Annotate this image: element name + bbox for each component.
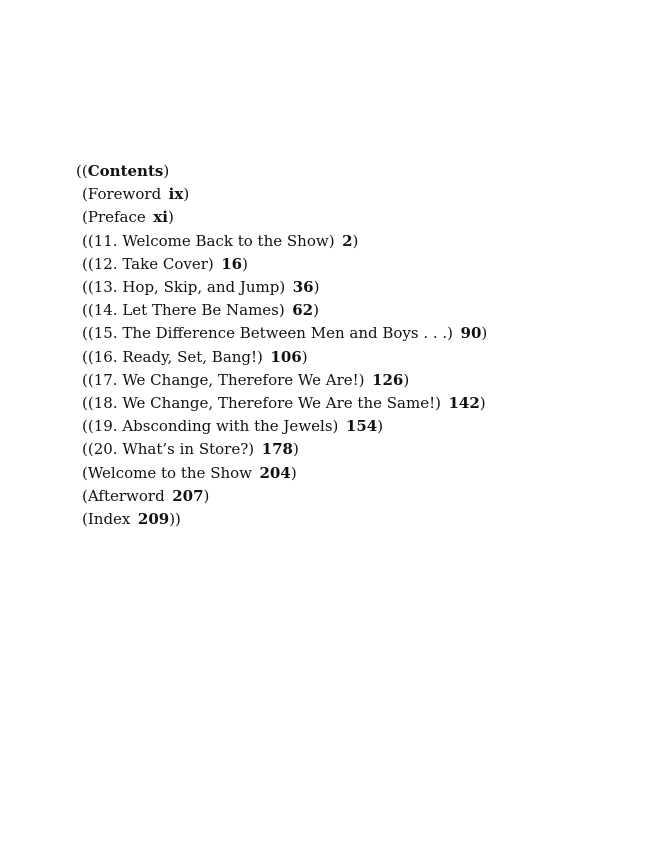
toc-entry-label: 18. We Change, Therefore We Are the Same!): [93, 394, 441, 413]
toc-entry: [76, 276, 487, 299]
table-of-contents: [76, 160, 487, 531]
toc-entry-open: ((: [82, 417, 94, 436]
toc-entry-close: ): [183, 185, 190, 204]
toc-entry-label: 19. Absconding with the Jewels): [93, 417, 339, 436]
toc-entry: [76, 392, 487, 415]
toc-entry-label: 11. Welcome Back to the Show): [93, 231, 335, 250]
toc-entry-open: ((: [82, 370, 94, 389]
toc-entry-close: ): [481, 324, 488, 343]
toc-entry-page-number: 154: [345, 417, 378, 436]
toc-entry-label: 13. Hop, Skip, and Jump): [93, 278, 286, 297]
toc-entry-label: 20. What’s in Store?): [93, 440, 255, 459]
toc-entry-page-number: 90: [460, 324, 482, 343]
toc-entry-page-number: 36: [292, 278, 314, 297]
toc-entry-close: ): [479, 394, 486, 413]
toc-entry-open: (: [82, 463, 88, 482]
toc-entry: [76, 369, 487, 392]
toc-heading-close: ): [163, 162, 170, 180]
toc-heading-open: ((: [76, 162, 88, 180]
toc-entry-page-number: 204: [259, 463, 291, 482]
toc-entry-close: ): [203, 486, 210, 505]
toc-entry-open: (: [82, 486, 88, 505]
toc-entry-open: (: [82, 185, 88, 204]
toc-entry-open: ((: [82, 440, 94, 459]
toc-entry-list: [76, 183, 487, 531]
toc-entry-label: Preface: [87, 208, 146, 227]
toc-entry-page-number: 207: [172, 486, 204, 505]
toc-entry-open: ((: [82, 394, 94, 413]
toc-entry-close: ): [377, 417, 384, 436]
toc-entry-close: ): [352, 231, 359, 250]
toc-entry: [76, 299, 487, 322]
toc-entry-page-number: 178: [261, 440, 293, 459]
toc-entry: [76, 322, 487, 345]
toc-entry: [76, 462, 487, 485]
toc-entry-open: ((: [82, 278, 94, 297]
toc-entry-page-number: 209: [137, 510, 170, 529]
toc-entry-label: Index: [87, 510, 131, 529]
toc-entry-close: ): [313, 301, 319, 320]
toc-entry-open: ((: [82, 324, 94, 343]
toc-entry-label: 12. Take Cover): [93, 254, 214, 273]
toc-entry-page-number: 62: [292, 301, 314, 320]
toc-entry-open: ((: [82, 231, 94, 250]
toc-entry: [76, 346, 487, 369]
toc-entry: [76, 485, 487, 508]
toc-entry: [76, 206, 487, 229]
toc-entry-close: ): [290, 463, 297, 482]
toc-entry-label: Foreword: [87, 185, 162, 204]
toc-entry-close: ): [167, 208, 174, 227]
toc-entry-open: (: [82, 510, 88, 529]
toc-entry-close: )): [169, 510, 181, 529]
toc-entry-label: 17. We Change, Therefore We Are!): [93, 370, 365, 389]
toc-entry-close: ): [301, 347, 308, 366]
toc-entry-label: 14. Let There Be Names): [93, 301, 285, 320]
toc-entry-label: 15. The Difference Between Men and Boys . . .): [93, 324, 454, 343]
toc-entry-open: ((: [82, 254, 94, 273]
toc-entry-label: Afterword: [87, 486, 165, 505]
toc-entry-page-number: ix: [168, 185, 184, 204]
toc-entry: [76, 438, 487, 461]
toc-entry-close: ): [292, 440, 299, 459]
toc-entry: [76, 508, 487, 531]
toc-entry-close: ): [313, 278, 320, 297]
toc-entry-page-number: 142: [448, 394, 480, 413]
toc-title: Contents: [87, 162, 164, 180]
toc-heading: [76, 160, 487, 183]
toc-entry-close: ): [242, 254, 248, 273]
toc-entry: [76, 253, 487, 276]
toc-entry: [76, 230, 487, 253]
toc-entry: [76, 415, 487, 438]
toc-entry-open: ((: [82, 301, 94, 320]
toc-entry-page-number: xi: [153, 208, 168, 227]
toc-entry-open: ((: [82, 347, 94, 366]
toc-entry: [76, 183, 487, 206]
toc-entry-open: (: [82, 208, 88, 227]
toc-entry-label: Welcome to the Show: [87, 463, 252, 482]
toc-entry-page-number: 126: [372, 370, 404, 389]
toc-entry-page-number: 106: [270, 347, 302, 366]
toc-entry-page-number: 16: [221, 254, 243, 273]
toc-entry-close: ): [403, 370, 410, 389]
toc-entry-page-number: 2: [342, 231, 353, 250]
toc-entry-label: 16. Ready, Set, Bang!): [93, 347, 263, 366]
